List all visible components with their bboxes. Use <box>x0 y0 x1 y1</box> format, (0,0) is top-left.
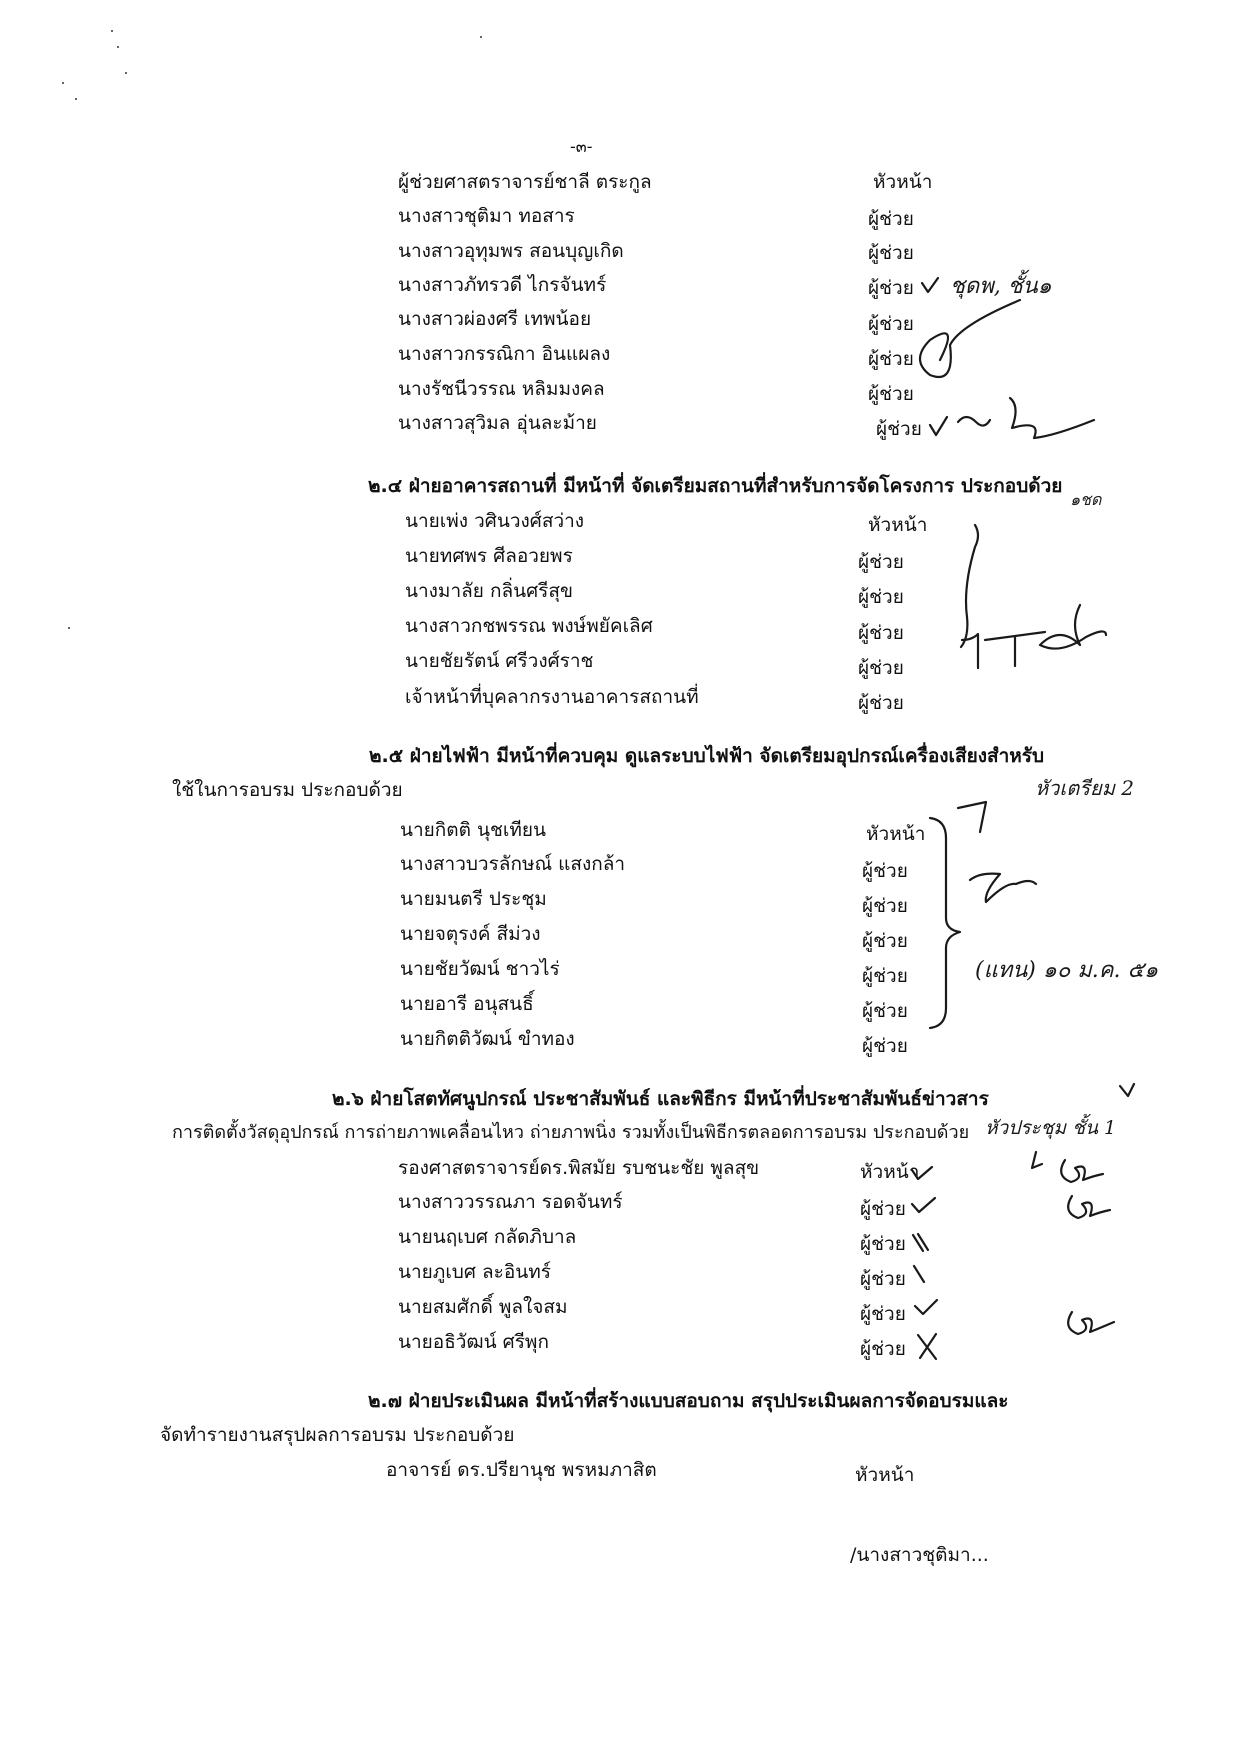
member-role: ผู้ช่วย <box>868 383 914 405</box>
member-role: ผู้ช่วย <box>868 277 914 299</box>
checkmark-icon <box>914 1266 924 1282</box>
member-role: ผู้ช่วย <box>858 657 904 679</box>
member-role: หัวหน้า <box>855 1464 915 1486</box>
handwritten-note: หัวเตรียม 2 <box>1035 776 1134 800</box>
section-heading: ๒.๔ ฝ่ายอาคารสถานที่ มีหน้าที่ จัดเตรียมสถานที่สำหรับการจัดโครงการ ประกอบด้วย <box>368 475 1063 497</box>
handwritten-note: ๑ชด <box>1070 490 1102 509</box>
member-name: นางสาวบวรลักษณ์ แสงกล้า <box>400 853 626 875</box>
checkmark-icon <box>913 1234 928 1251</box>
member-name: นางสาวชุติมา ทอสาร <box>398 205 575 227</box>
member-name: นางสาวกรรณิกา อินแผลง <box>398 343 611 365</box>
member-name: นายเพ่ง วศินวงศ์สว่าง <box>405 510 585 532</box>
member-name: นายอธิวัฒน์ ศรีพุก <box>398 1331 549 1353</box>
member-role: หัวหน้า <box>860 1161 920 1183</box>
member-role: ผู้ช่วย <box>862 1035 908 1057</box>
signature-mark <box>1068 1312 1114 1334</box>
member-role: ผู้ช่วย <box>862 895 908 917</box>
bracket-mark <box>961 525 978 647</box>
signature-mark <box>985 632 1045 666</box>
scan-speck <box>480 36 482 38</box>
signature-mark <box>920 300 1020 377</box>
member-name: นางสาวภัทรวดี ไกรจันทร์ <box>398 274 607 296</box>
handwritten-note: ชุดพ, ชั้น๑ <box>950 274 1052 299</box>
member-name: นางสาววรรณภา รอดจันทร์ <box>398 1191 623 1213</box>
scan-speck <box>68 627 70 629</box>
member-name: นางสาวกชพรรณ พงษ์พยัคเลิศ <box>405 615 653 637</box>
member-role: หัวหน้า <box>866 823 926 845</box>
member-name: นายอารี อนุสนธิ์ <box>400 993 534 1015</box>
section-heading: ๒.๖ ฝ่ายโสตทัศนูปกรณ์ ประชาสัมพันธ์ และพิธีกร มีหน้าที่ประชาสัมพันธ์ข่าวสาร <box>332 1088 989 1110</box>
member-role: ผู้ช่วย <box>860 1303 906 1325</box>
member-name: เจ้าหน้าที่บุคลากรงานอาคารสถานที่ <box>405 686 699 708</box>
continuation-note: /นางสาวชุติมา... <box>850 1544 989 1566</box>
signature-mark <box>958 417 990 426</box>
member-name: นายกิตติ นุชเทียน <box>400 819 547 841</box>
member-name: นางรัชนีวรรณ หลิมมงคล <box>398 378 605 400</box>
member-role: ผู้ช่วย <box>868 208 914 230</box>
member-role: ผู้ช่วย <box>860 1338 906 1360</box>
member-name: รองศาสตราจารย์ดร.พิสมัย รบชนะชัย พูลสุข <box>398 1157 760 1179</box>
section-heading: ๒.๕ ฝ่ายไฟฟ้า มีหน้าที่ควบคุม ดูแลระบบไฟฟ้า จัดเตรียมอุปกรณ์เครื่องเสียงสำหรับ <box>369 745 1045 767</box>
member-role: ผู้ช่วย <box>858 692 904 714</box>
member-name: นายทศพร ศีลอวยพร <box>405 545 573 567</box>
member-name: นายสมศักดิ์ พูลใจสม <box>398 1296 568 1318</box>
member-role: ผู้ช่วย <box>868 348 914 370</box>
member-role: ผู้ช่วย <box>862 1000 908 1022</box>
signature-mark <box>962 634 978 668</box>
section-heading-cont: จัดทำรายงานสรุปผลการอบรม ประกอบด้วย <box>160 1424 515 1446</box>
member-role: ผู้ช่วย <box>860 1233 906 1255</box>
member-name: นางสาวผ่องศรี เทพน้อย <box>398 308 592 330</box>
member-role: ผู้ช่วย <box>868 242 914 264</box>
member-role: ผู้ช่วย <box>858 586 904 608</box>
member-name: นายมนตรี ประชุม <box>400 888 547 910</box>
scan-speck <box>111 30 113 32</box>
member-role: ผู้ช่วย <box>858 622 904 644</box>
member-name: นายกิตติวัฒน์ ขำทอง <box>400 1028 575 1050</box>
scan-speck <box>62 82 64 84</box>
member-name: นายจตุรงค์ สีม่วง <box>400 923 541 945</box>
brace-mark <box>930 818 960 1028</box>
section-heading-cont: ใช้ในการอบรม ประกอบด้วย <box>172 779 403 801</box>
member-name: นายภูเบศ ละอินทร์ <box>398 1261 551 1283</box>
signature-mark <box>1061 1160 1103 1182</box>
checkmark-icon <box>915 1300 937 1314</box>
member-role: หัวหน้า <box>873 171 933 193</box>
checkmark-icon <box>1120 1084 1134 1096</box>
member-name: นายชัยวัฒน์ ชาวไร่ <box>400 958 560 980</box>
member-role: ผู้ช่วย <box>858 551 904 573</box>
scan-speck <box>125 72 127 74</box>
section-heading-cont: การติดตั้งวัสดุอุปกรณ์ การถ่ายภาพเคลื่อนไหว ถ่ายภาพนิ่ง รวมทั้งเป็นพิธีกรตลอดการอบรม ประกอบด้วย <box>172 1122 970 1143</box>
signature-mark <box>1010 398 1094 438</box>
member-role: ผู้ช่วย <box>860 1198 906 1220</box>
member-name: ผู้ช่วยศาสตราจารย์ชาลี ตระกูล <box>398 171 652 193</box>
member-role: หัวหน้า <box>868 514 928 536</box>
signature-mark <box>1040 605 1106 649</box>
member-name: นายชัยรัตน์ ศรีวงศ์ราช <box>405 650 594 672</box>
member-role: ผู้ช่วย <box>876 418 922 440</box>
signature-mark <box>970 874 1036 902</box>
member-name: นางสาวสุวิมล อุ่นละม้าย <box>398 412 597 434</box>
page-number: -๓- <box>570 137 593 156</box>
member-name: นางมาลัย กลิ่นศรีสุข <box>405 580 573 602</box>
cross-mark <box>918 1334 936 1359</box>
checkmark-icon <box>930 417 947 435</box>
checkmark-icon <box>922 278 938 292</box>
signature-mark <box>1032 1152 1042 1168</box>
member-name: นายนฤเบศ กลัดภิบาล <box>398 1226 577 1248</box>
scan-speck <box>75 98 77 100</box>
signature-mark <box>1068 1196 1110 1218</box>
handwritten-note: หัวประชุม ชั้น 1 <box>985 1117 1117 1139</box>
member-role: ผู้ช่วย <box>868 313 914 335</box>
member-role: ผู้ช่วย <box>862 930 908 952</box>
member-name: นางสาวอุทุมพร สอนบุญเกิด <box>398 240 624 262</box>
section-heading: ๒.๗ ฝ่ายประเมินผล มีหน้าที่สร้างแบบสอบถาม สรุปประเมินผลการจัดอบรมและ <box>368 1390 1009 1412</box>
member-role: ผู้ช่วย <box>862 965 908 987</box>
member-name: อาจารย์ ดร.ปรียานุช พรหมภาสิต <box>386 1459 657 1481</box>
handwritten-note: (แทน) ๑๐ ม.ค. ๕๑ <box>975 958 1159 983</box>
checkmark-icon <box>912 1198 935 1212</box>
signature-mark <box>958 802 986 832</box>
member-role: ผู้ช่วย <box>862 860 908 882</box>
scan-speck <box>117 46 119 48</box>
member-role: ผู้ช่วย <box>860 1268 906 1290</box>
